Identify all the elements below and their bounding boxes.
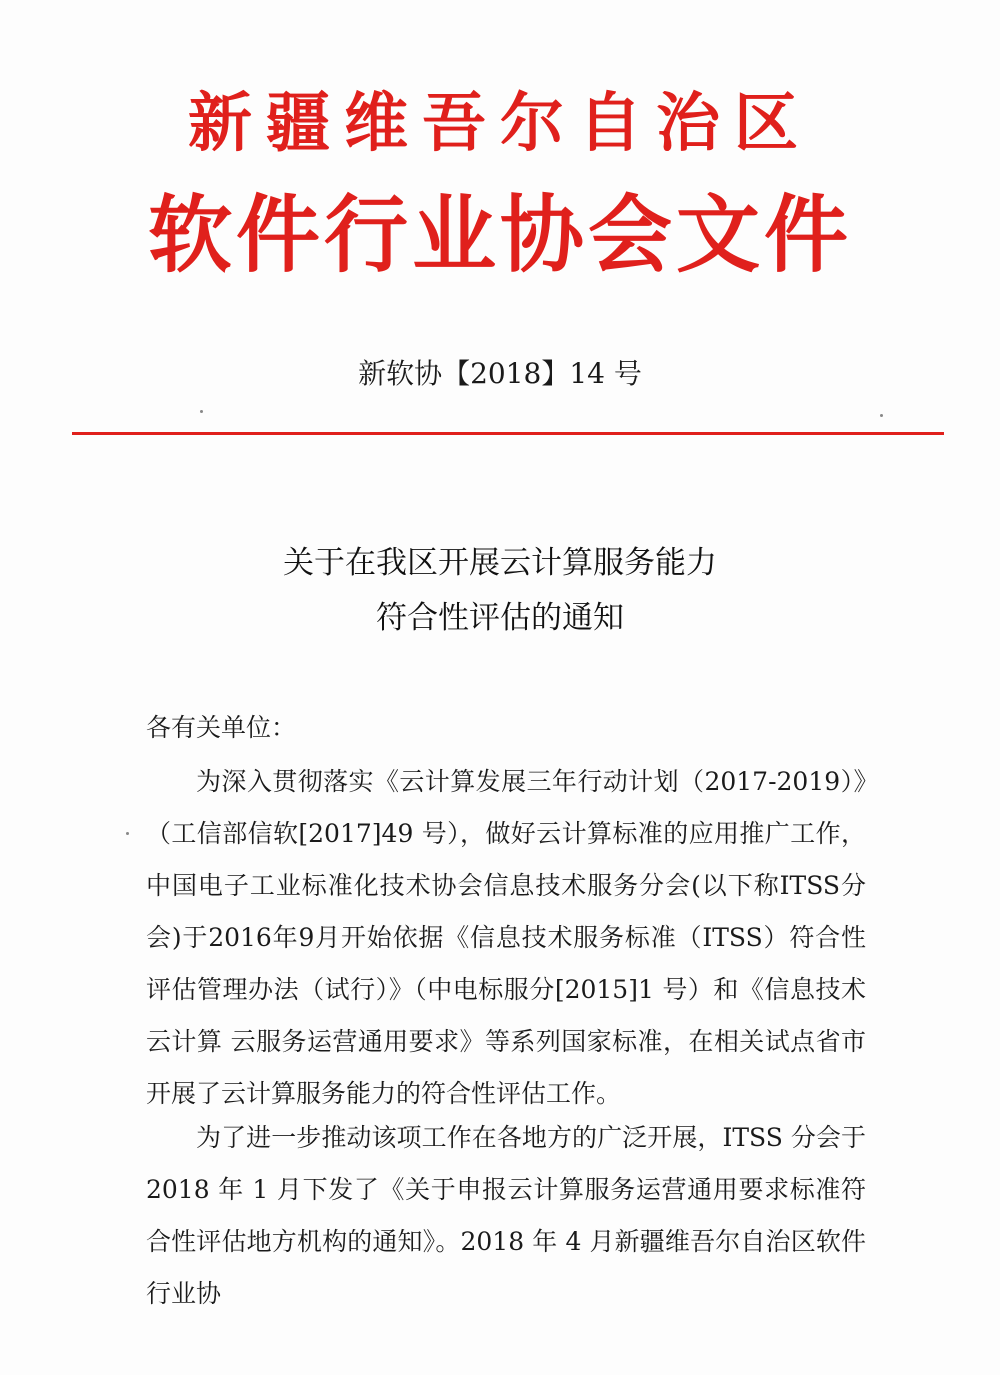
body-paragraph-2: 为了进一步推动该项工作在各地方的广泛开展，ITSS 分会于 2018 年 1 月下发了《关于申报云计算服务运营通用要求标准符合性评估地方机构的通知》。2018 年 4 月新疆维吾尔自治区软件行业协 (146, 1123, 866, 1308)
scan-speck (880, 414, 883, 417)
issuer-header-line1: 新疆维吾尔自治区 (188, 87, 812, 161)
red-divider-line (72, 432, 944, 435)
notice-title-line1: 关于在我区开展云计算服务能力 (283, 545, 717, 581)
notice-title-line2: 符合性评估的通知 (376, 600, 624, 636)
salutation: 各有关单位： (146, 713, 297, 742)
issuer-header-line2: 软件行业协会文件 (147, 186, 852, 284)
scan-speck (126, 832, 129, 835)
document-number: 新软协【2018】14 号 (358, 357, 642, 390)
scan-speck (200, 410, 203, 413)
body-paragraph-1: 为深入贯彻落实《云计算发展三年行动计划（2017-2019）》（工信部信软[2017]49 号），做好云计算标准的应用推广工作，中国电子工业标准化技术协会信息技术服务分会(以下称ITSS分会)于2016年9月开始依据《信息技术服务标准（ITSS）符合性评估管理办法（试行）》（中电标服分[2015]1 号）和《信息技术 云计算 云服务运营通用要求》等系列国家标准，在相关试点省市开展了云计算服务能力的符合性评估工作。 (146, 767, 866, 1108)
